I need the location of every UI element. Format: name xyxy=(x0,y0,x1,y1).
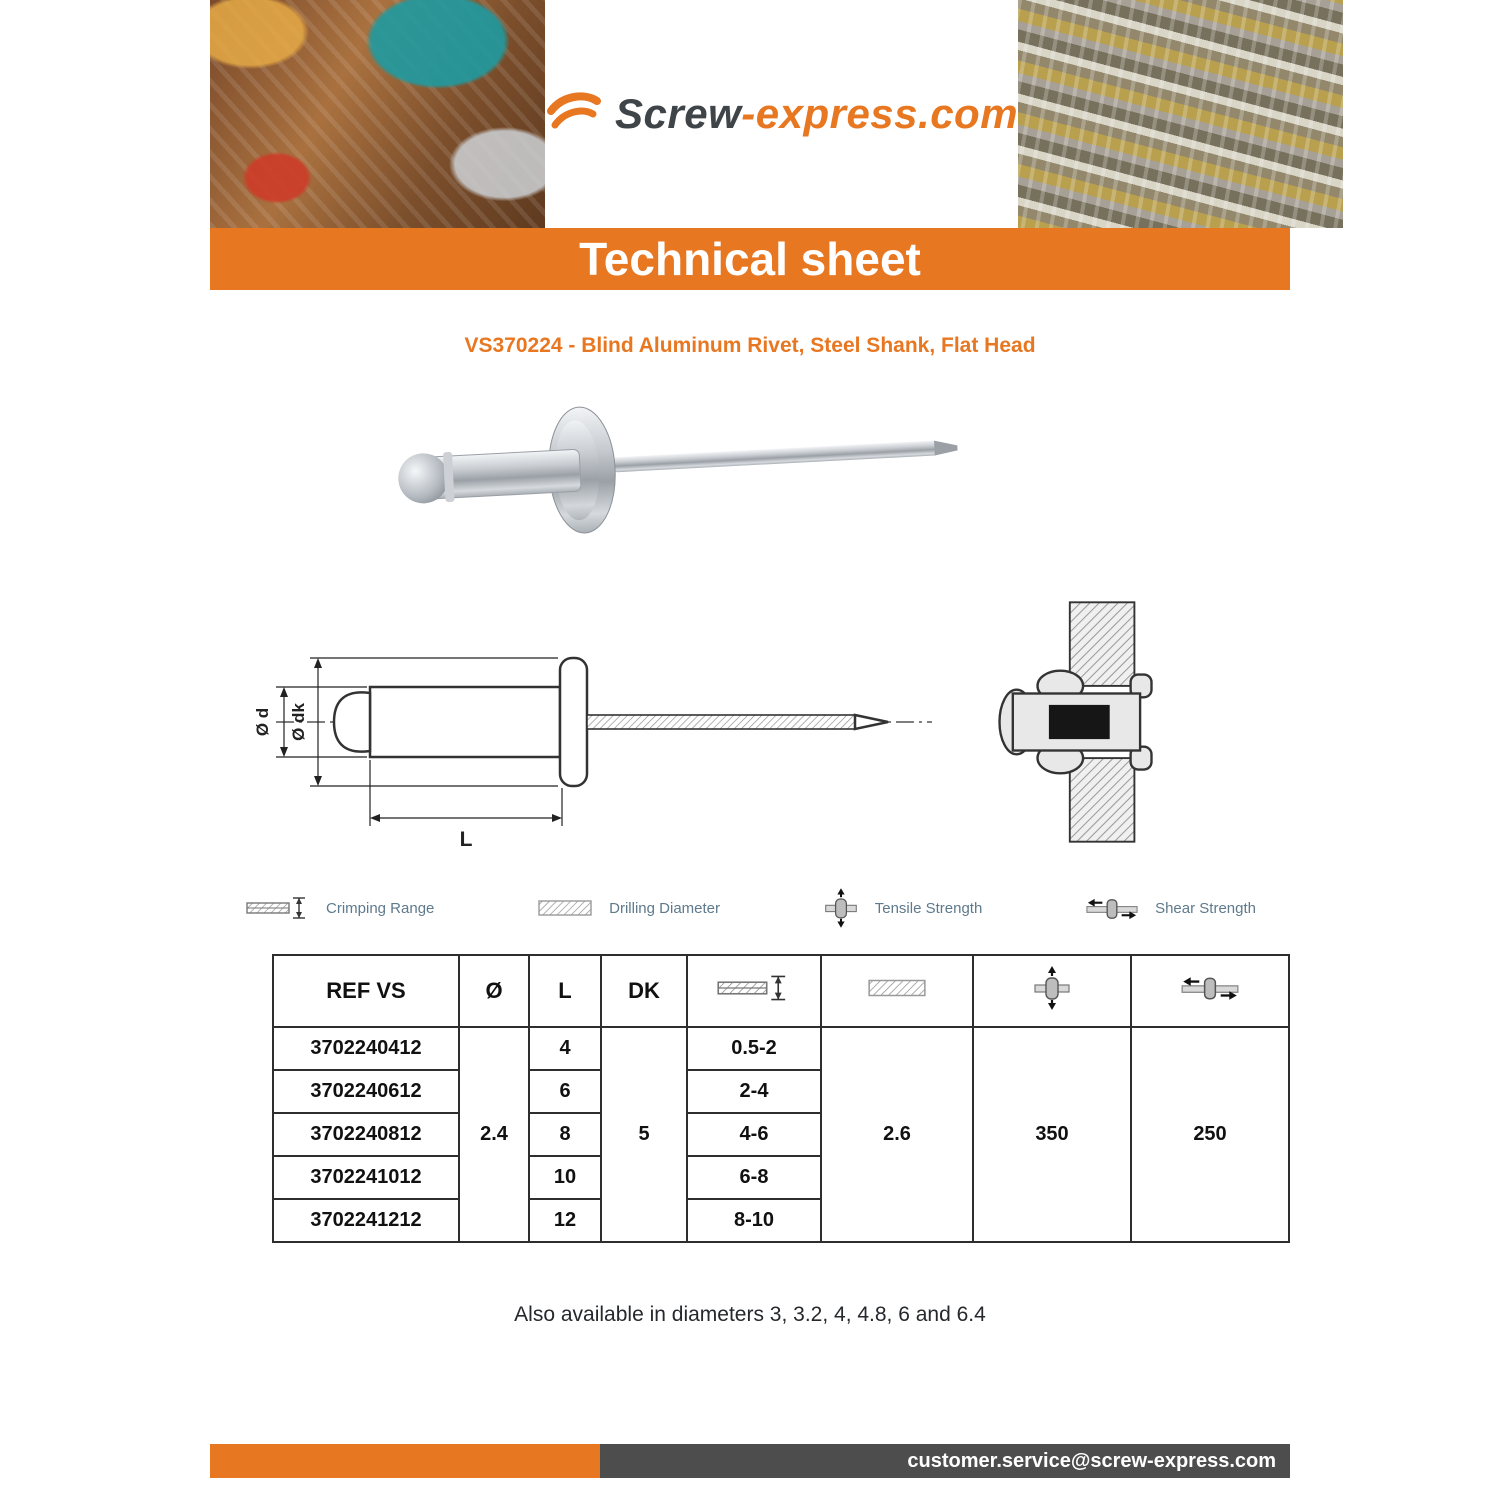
col-shear xyxy=(1131,955,1289,1027)
crimping-range-icon xyxy=(715,973,793,1003)
col-dk: DK xyxy=(601,955,687,1027)
col-crimping xyxy=(687,955,821,1027)
length-cell: 6 xyxy=(529,1070,601,1113)
col-ref: REF VS xyxy=(273,955,459,1027)
contact-email: customer.service@screw-express.com xyxy=(907,1449,1276,1472)
spec-table xyxy=(272,954,1290,1243)
sheet xyxy=(210,0,1290,1500)
shear-strength-icon xyxy=(1180,973,1240,1003)
crimp-cell: 8-10 xyxy=(687,1199,821,1242)
workbench-photo xyxy=(210,0,545,228)
legend-label-drilling: Drilling Diameter xyxy=(609,899,720,917)
legend-item-shear xyxy=(1085,895,1256,922)
crimp-cell: 4-6 xyxy=(687,1113,821,1156)
spec-table-area xyxy=(210,954,1290,1243)
legend-item-drilling xyxy=(537,899,720,917)
logo-swoosh-icon xyxy=(545,91,603,137)
ref-cell: 3702241012 xyxy=(273,1156,459,1199)
footer xyxy=(210,1444,1290,1478)
crimping-range-icon xyxy=(246,895,310,921)
installed-rivet-diagram xyxy=(990,592,1180,852)
banner-title: Technical sheet xyxy=(210,228,1290,290)
ref-cell: 3702240412 xyxy=(273,1027,459,1070)
dim-label-dk: Ø dk xyxy=(289,703,308,741)
dim-label-l: L xyxy=(459,828,473,851)
legend-item-crimping xyxy=(246,895,434,921)
length-cell: 12 xyxy=(529,1199,601,1242)
product-photo-area xyxy=(210,372,1290,562)
footer-accent-bar xyxy=(210,1444,600,1478)
length-cell: 10 xyxy=(529,1156,601,1199)
dk-cell: 5 xyxy=(601,1027,687,1242)
legend xyxy=(210,888,1290,928)
tensile-cell: 350 xyxy=(973,1027,1131,1242)
footer-contact-bar xyxy=(600,1444,1290,1478)
drill-cell: 2.6 xyxy=(821,1027,973,1242)
ref-cell: 3702240812 xyxy=(273,1113,459,1156)
shear-strength-icon xyxy=(1085,895,1139,922)
dim-label-d: Ø d xyxy=(253,707,272,737)
table-row xyxy=(273,1027,1289,1070)
crimp-cell: 0.5-2 xyxy=(687,1027,821,1070)
tensile-strength-icon xyxy=(1032,966,1072,1010)
crimp-cell: 6-8 xyxy=(687,1156,821,1199)
product-photo xyxy=(320,372,960,562)
length-cell: 4 xyxy=(529,1027,601,1070)
header xyxy=(210,0,1290,228)
tensile-strength-icon xyxy=(823,888,859,928)
legend-label-crimping: Crimping Range xyxy=(326,899,435,917)
shear-cell: 250 xyxy=(1131,1027,1289,1242)
col-drilling xyxy=(821,955,973,1027)
length-cell: 8 xyxy=(529,1113,601,1156)
header-row xyxy=(273,955,1289,1027)
logo-text xyxy=(615,90,1018,138)
legend-label-tensile: Tensile Strength xyxy=(874,899,983,917)
drilling-diameter-icon xyxy=(537,899,593,917)
availability-note: Also available in diameters 3, 3.2, 4, 4.8, 6 and 6.4 xyxy=(514,1303,986,1326)
logo xyxy=(545,0,1018,228)
diagrams-row xyxy=(210,572,1290,872)
ref-cell: 3702240612 xyxy=(273,1070,459,1113)
ref-cell: 3702241212 xyxy=(273,1199,459,1242)
screws-photo xyxy=(1018,0,1343,228)
legend-label-shear: Shear Strength xyxy=(1155,899,1256,917)
col-length: L xyxy=(529,955,601,1027)
col-diameter: Ø xyxy=(459,955,529,1027)
diameter-cell: 2.4 xyxy=(459,1027,529,1242)
logo-brand: Screw xyxy=(615,90,742,137)
legend-item-tensile xyxy=(823,888,983,928)
logo-suffix: -express.com xyxy=(741,90,1019,137)
col-tensile xyxy=(973,955,1131,1027)
product-title: VS370224 - Blind Aluminum Rivet, Steel Shank, Flat Head xyxy=(464,334,1036,357)
dimension-drawing xyxy=(240,572,940,872)
drilling-diameter-icon xyxy=(867,978,927,998)
crimp-cell: 2-4 xyxy=(687,1070,821,1113)
